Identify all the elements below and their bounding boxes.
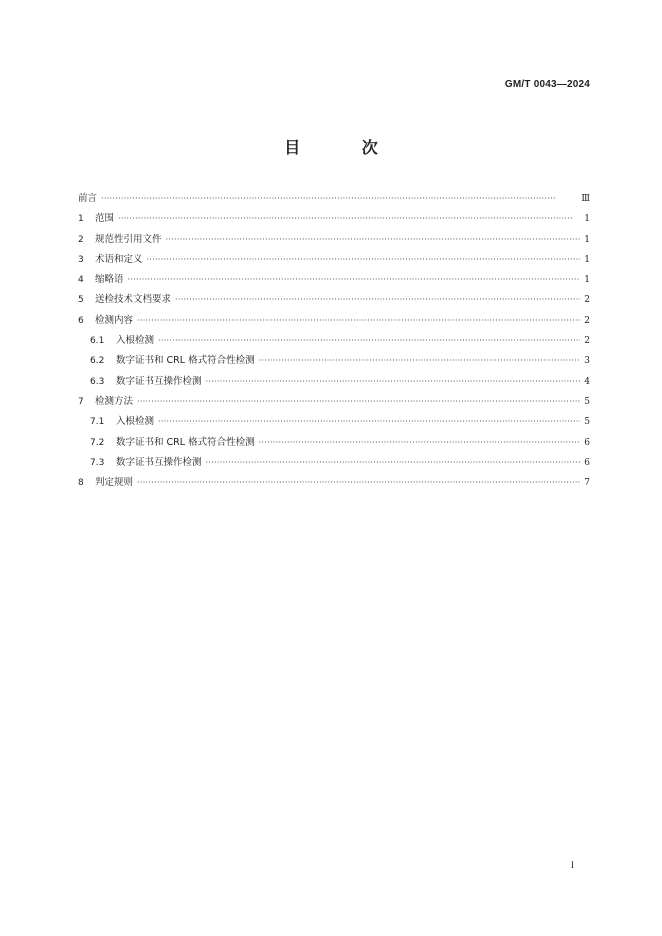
toc-dot-leader — [137, 478, 580, 487]
toc-entry-page: 1 — [584, 214, 590, 225]
toc-entry-page: 5 — [584, 396, 590, 407]
toc-entry-label: 检测内容 — [95, 314, 134, 326]
page-title: 目 次 — [284, 138, 406, 157]
toc-entry-page: 7 — [584, 478, 590, 489]
toc-entry[interactable] — [78, 434, 590, 454]
toc-entry-number: 6.3 — [90, 376, 105, 387]
toc-entry-label: 判定规则 — [95, 477, 134, 489]
toc-entry-number: 2 — [78, 234, 84, 245]
toc-entry-number: 7.1 — [90, 417, 105, 428]
toc-dot-leader — [166, 235, 581, 244]
toc-entry-number: 4 — [78, 275, 84, 286]
toc-entry-label: 数字证书和 CRL 格式符合性检测 — [116, 436, 255, 448]
toc-entry-label: 检测方法 — [95, 395, 134, 407]
toc-entry[interactable] — [78, 332, 590, 352]
toc-entry[interactable] — [78, 352, 590, 372]
toc-entry-label: 规范性引用文件 — [95, 233, 162, 245]
toc-entry-number: 1 — [78, 214, 84, 225]
toc-entry-label: 缩略语 — [95, 274, 124, 286]
toc-dot-leader — [158, 417, 580, 426]
toc-entry[interactable] — [78, 271, 590, 291]
toc-entry[interactable] — [78, 231, 590, 251]
toc-entry[interactable] — [78, 210, 590, 230]
toc-dot-leader — [259, 438, 581, 447]
table-of-contents — [78, 190, 590, 494]
toc-entry-page: 6 — [584, 437, 590, 448]
toc-dot-leader — [137, 316, 580, 325]
toc-entry-number: 6 — [78, 315, 84, 326]
toc-entry-label: 数字证书互操作检测 — [116, 375, 202, 387]
toc-entry-label: 送检技术文档要求 — [95, 294, 172, 306]
toc-entry[interactable] — [78, 312, 590, 332]
toc-entry[interactable] — [78, 373, 590, 393]
toc-entry-number: 7.2 — [90, 437, 105, 448]
toc-entry-page: 2 — [584, 295, 590, 306]
toc-entry-number: 7 — [78, 396, 84, 407]
toc-entry-number: 6.2 — [90, 356, 105, 367]
toc-entry-number: 3 — [78, 254, 84, 265]
toc-entry-label: 范围 — [95, 213, 115, 225]
toc-entry-page: 3 — [584, 356, 590, 367]
toc-entry[interactable] — [78, 474, 590, 494]
toc-dot-leader — [147, 255, 581, 264]
toc-entry-label: 数字证书和 CRL 格式符合性检测 — [116, 355, 255, 367]
toc-dot-leader — [259, 356, 581, 365]
toc-entry-page: 5 — [584, 417, 590, 428]
toc-entry-number: 7.3 — [90, 457, 105, 468]
toc-dot-leader — [137, 397, 580, 406]
toc-entry-page: 1 — [584, 254, 590, 265]
toc-entry[interactable] — [78, 413, 590, 433]
toc-dot-leader — [158, 336, 580, 345]
toc-entry-page: 4 — [584, 376, 590, 387]
toc-dot-leader — [206, 458, 581, 467]
toc-dot-leader — [206, 377, 581, 386]
toc-entry[interactable] — [78, 291, 590, 311]
toc-entry[interactable] — [78, 251, 590, 271]
toc-dot-leader — [175, 295, 580, 304]
toc-entry-number: 8 — [78, 478, 84, 489]
toc-entry-label: 数字证书互操作检测 — [116, 456, 202, 468]
page-number: I — [571, 860, 574, 870]
toc-entry[interactable] — [78, 190, 590, 210]
toc-entry-label: 入根检测 — [116, 416, 155, 428]
toc-entry-label: 入根检测 — [116, 335, 155, 347]
toc-entry-page: 2 — [584, 336, 590, 347]
toc-dot-leader — [118, 214, 580, 223]
toc-entry-page: 2 — [584, 315, 590, 326]
toc-entry-label: 术语和定义 — [95, 253, 143, 265]
toc-dot-leader — [128, 275, 581, 284]
document-code: GM/T 0043—2024 — [504, 79, 590, 90]
toc-entry[interactable] — [78, 393, 590, 413]
toc-entry-page: Ⅲ — [581, 194, 590, 204]
toc-entry[interactable] — [78, 454, 590, 474]
toc-entry-number: 6.1 — [90, 336, 105, 347]
toc-entry-page: 1 — [584, 275, 590, 286]
toc-entry-page: 1 — [584, 234, 590, 245]
toc-dot-leader — [101, 194, 577, 203]
toc-entry-number: 5 — [78, 295, 84, 306]
toc-entry-label: 前言 — [78, 193, 98, 204]
toc-entry-page: 6 — [584, 457, 590, 468]
